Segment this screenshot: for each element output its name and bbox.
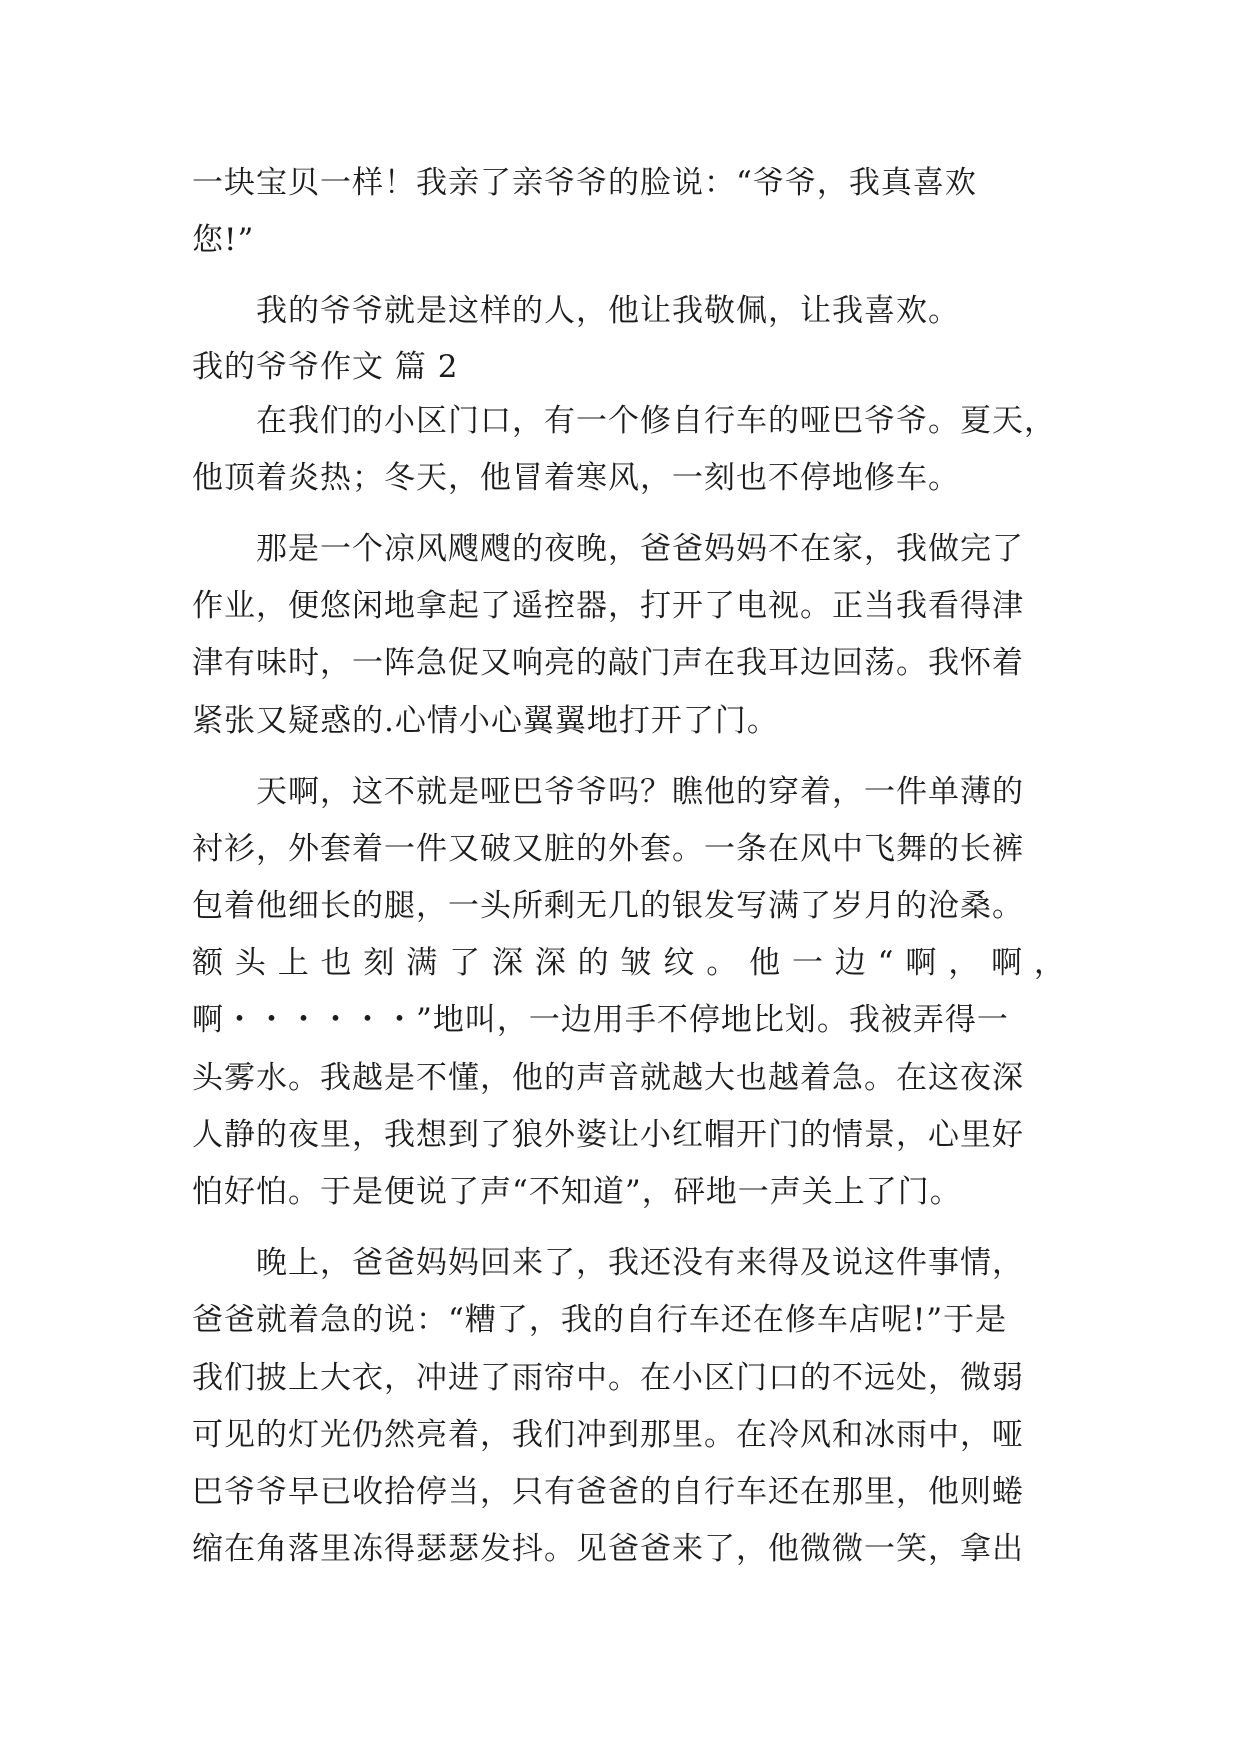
text-line: 紧张又疑惑的.心情小心翼翼地打开了门。	[192, 702, 779, 739]
text-line: 爸爸就着急的说：“糟了，我的自行车还在修车店呢!”于是	[192, 1302, 1008, 1339]
text-line: 怕好怕。于是便说了声“不知道”，砰地一声关上了门。	[192, 1174, 962, 1210]
text-line: 衬衫，外套着一件又破又脏的外套。一条在风中飞舞的长裤	[192, 830, 1024, 867]
text-line: 额 头 上 也 刻 满 了 深 深 的 皱 纹 。 他 一 边 “ 啊 ， 啊 ，	[192, 945, 1066, 982]
text-line: 他顶着炎热；冬天，他冒着寒风，一刻也不停地修车。	[192, 459, 960, 496]
text-line: 人静的夜里，我想到了狼外婆让小红帽开门的情景，心里好	[192, 1116, 1024, 1153]
text-line: 包着他细长的腿，一头所剩无几的银发写满了岁月的沧桑。	[192, 888, 1024, 925]
text-line: 一块宝贝一样！我亲了亲爷爷的脸说：“爷爷，我真喜欢	[192, 165, 977, 201]
text-line: 缩在角落里冻得瑟瑟发抖。见爸爸来了，他微微一笑，拿出	[192, 1531, 1024, 1568]
text-line: 我们披上大衣，冲进了雨帘中。在小区门口的不远处，微弱	[192, 1359, 1024, 1396]
text-line: 巴爷爷早已收拾停当，只有爸爸的自行车还在那里，他则蜷	[192, 1473, 1024, 1510]
paragraph-first-line: 天啊，这不就是哑巴爷爷吗？瞧他的穿着，一件单薄的	[256, 773, 1024, 810]
paragraph-first-line: 那是一个凉风飕飕的夜晚，爸爸妈妈不在家，我做完了	[256, 530, 1024, 567]
paragraph-first-line: 在我们的小区门口，有一个修自行车的哑巴爷爷。夏天，	[256, 402, 1056, 439]
document-body	[192, 155, 1066, 1578]
text-line: 啊・・・・・・”地叫，一边用手不停地比划。我被弄得一	[192, 1002, 1009, 1039]
section-heading: 我的爷爷作文 篇 2	[192, 348, 459, 385]
text-line: 可见的灯光仍然亮着，我们冲到那里。在冷风和冰雨中，哑	[192, 1416, 1024, 1453]
text-line: 您!”	[192, 222, 255, 259]
paragraph-first-line: 我的爷爷就是这样的人，他让我敬佩，让我喜欢。	[256, 293, 960, 330]
text-line: 津有味时，一阵急促又响亮的敲门声在我耳边回荡。我怀着	[192, 645, 1024, 682]
text-line: 作业，便悠闲地拿起了遥控器，打开了电视。正当我看得津	[192, 588, 1024, 625]
paragraph-first-line: 晚上，爸爸妈妈回来了，我还没有来得及说这件事情，	[256, 1245, 1024, 1282]
text-line: 头雾水。我越是不懂，他的声音就越大也越着急。在这夜深	[192, 1059, 1024, 1096]
